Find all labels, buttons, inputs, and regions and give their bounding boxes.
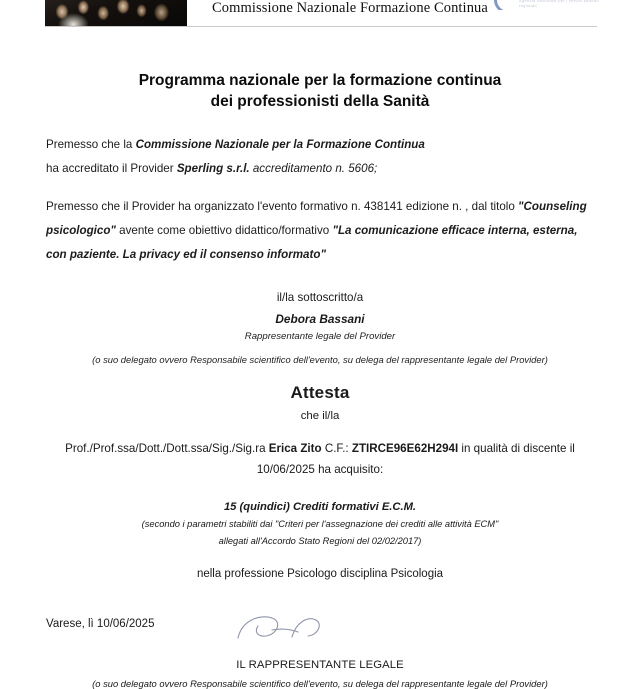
attesta-heading: Attesta bbox=[290, 383, 350, 402]
participant-titles-prefix: Prof./Prof.ssa/Dott./Dott.ssa/Sig./Sig.ra bbox=[65, 442, 269, 455]
header-painting-image bbox=[45, 0, 187, 26]
signatory-delegate-note: (o suo delegato ovvero Responsabile scientifico dell'evento, su delega del rappresentante legale del Provider) bbox=[92, 354, 548, 365]
provider-name: Sperling s.r.l. bbox=[176, 162, 250, 175]
participant-fiscal-code: ZTIRCE96E62H294I bbox=[351, 442, 459, 455]
agenas-logo bbox=[494, 0, 606, 10]
page-title bbox=[0, 26, 640, 112]
objective-intro-text: avente come obiettivo didattico/formativo bbox=[115, 224, 333, 237]
participant-line bbox=[0, 422, 640, 480]
participant-date-acquired: 10/06/2025 ha acquisito: bbox=[256, 463, 384, 476]
header-organization-name: Commissione Nazionale Formazione Continua bbox=[212, 0, 488, 16]
cf-label: C.F.: bbox=[321, 442, 352, 455]
premise1-line2-before: ha accreditato il Provider bbox=[46, 162, 177, 175]
logo-subtitle: Agenzia nazionale per i servizi sanitari regionali bbox=[519, 0, 600, 8]
premise-paragraph-2 bbox=[0, 195, 640, 267]
accreditation-number: accreditamento n. 5606; bbox=[249, 162, 378, 175]
credits-amount: 15 (quindici) Crediti formativi E.C.M. bbox=[223, 501, 417, 513]
signatory-name: Debora Bassani bbox=[275, 312, 365, 326]
premise-paragraph-1 bbox=[0, 133, 640, 181]
credits-note-line-1: (secondo i parametri stabiliti dai "Criteri per l'assegnazione dei crediti alle attività ECM" bbox=[141, 519, 499, 529]
signature-delegate-note: (o suo delegato ovvero Responsabile scientifico dell'evento, su delega del rappresentante legale del Provider) bbox=[92, 678, 548, 689]
header-divider bbox=[45, 26, 597, 27]
attesta-subheading: che il/la bbox=[300, 410, 340, 422]
undersigned-label: il/la sottoscritto/a bbox=[276, 291, 364, 304]
place-and-date: Varese, lì 10/06/2025 bbox=[46, 618, 155, 630]
handwritten-signature bbox=[0, 612, 640, 640]
profession-line: nella professione Psicologo disciplina Psicologia bbox=[196, 568, 444, 580]
commission-name: Commissione Nazionale per la Formazione Continua bbox=[135, 138, 425, 151]
signature-title: IL RAPPRESENTANTE LEGALE bbox=[236, 659, 404, 671]
event-title: "Counseling psicologico" bbox=[46, 200, 587, 237]
signatory-role: Rappresentante legale del Provider bbox=[244, 331, 396, 342]
premise1-text-before: Premesso che la bbox=[46, 138, 136, 151]
participant-name: Erica Zito bbox=[268, 442, 322, 455]
event-objective: "La comunicazione efficace interna, esterna, con paziente. La privacy ed il consenso informato" bbox=[46, 224, 578, 261]
page-title-line-2: dei professionisti della Sanità bbox=[210, 93, 430, 110]
page-title-line-1: Programma nazionale per la formazione continua bbox=[138, 72, 502, 89]
event-intro-text: Premesso che il Provider ha organizzato l'evento formativo n. 438141 edizione n. , dal titolo bbox=[46, 200, 519, 213]
credits-note-line-2: allegati all'Accordo Stato Regioni del 02/02/2017) bbox=[218, 536, 422, 546]
participant-role-suffix: in qualità di discente il bbox=[458, 442, 575, 455]
document-header bbox=[0, 0, 640, 26]
